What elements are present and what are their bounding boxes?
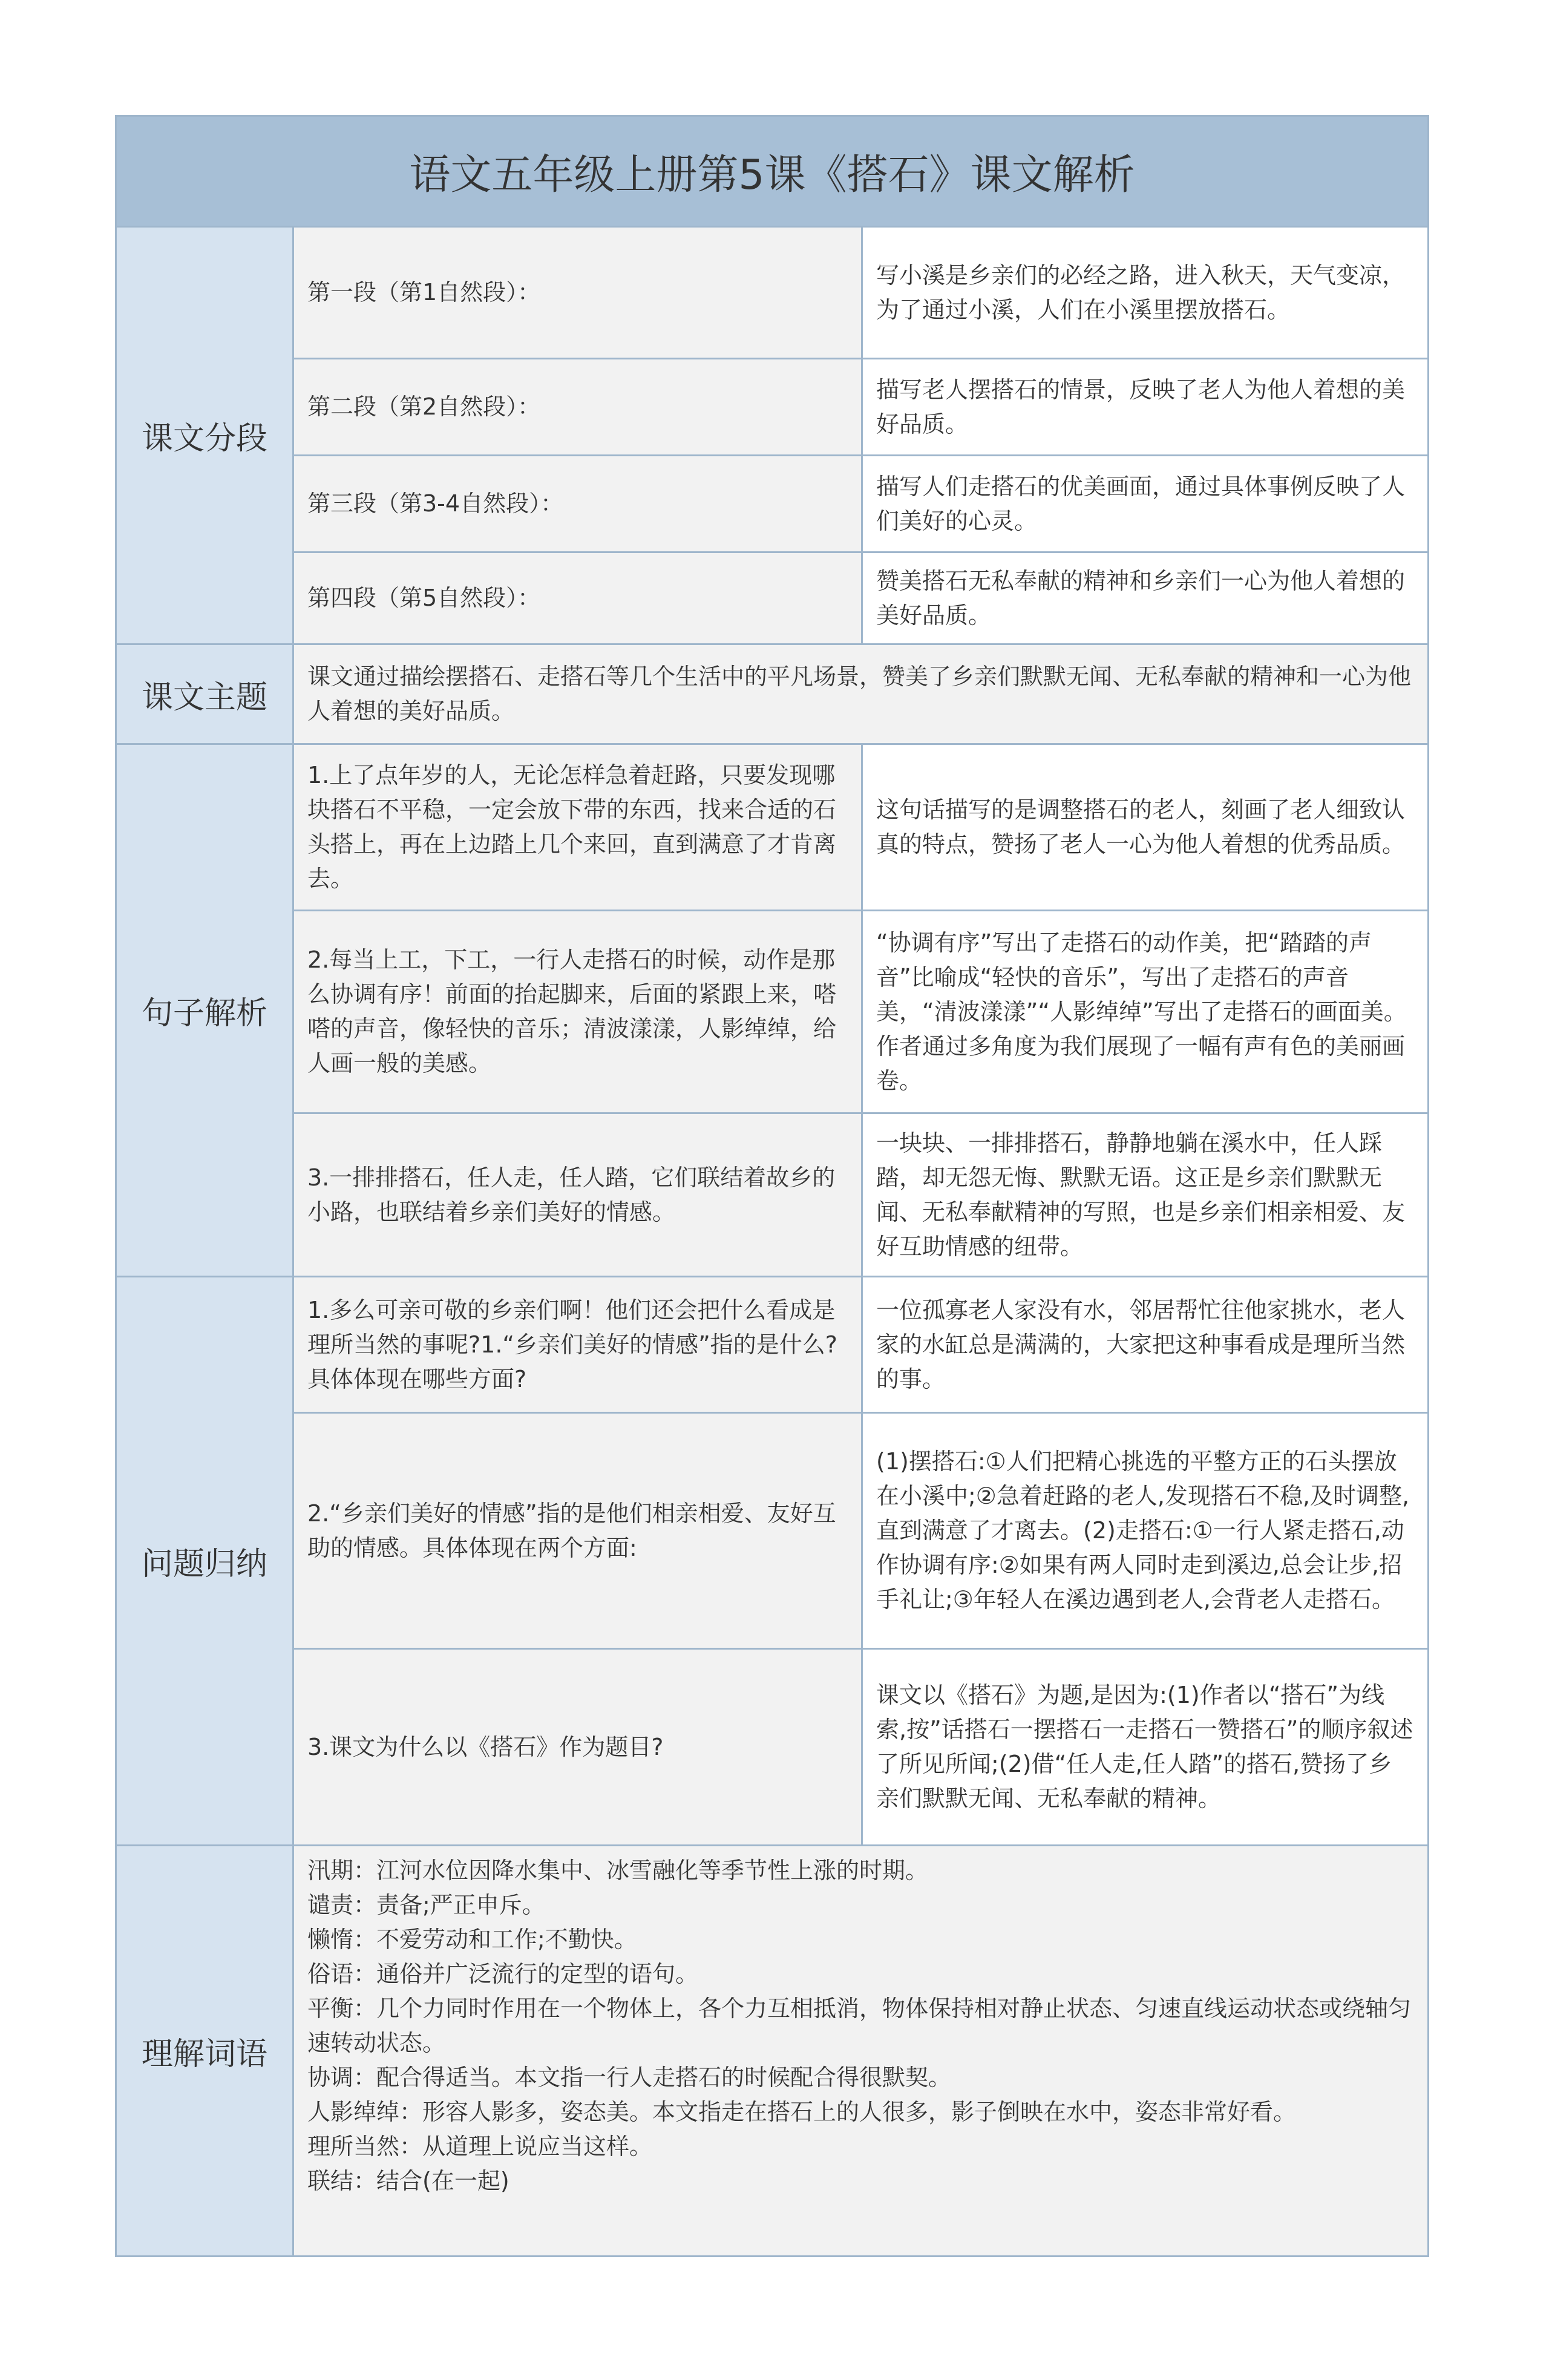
juzi-row-1-left: 1.上了点年岁的人，无论怎样急着赶路，只要发现哪块搭石不平稳，一定会放下带的东西，找来合适的石头搭上，再在上边踏上几个来回，直到满意了才肯离去。 (292, 743, 861, 910)
ciyu-line-4: 俗语：通俗并广泛流行的定型的语句。 (307, 1961, 699, 1987)
fenduan-row-2-left: 第二段（第2自然段）： (292, 358, 861, 454)
ciyu-line-2: 谴责：责备;严正申斥。 (307, 1892, 545, 1918)
fenduan-row-4-right: 赞美搭石无私奉献的精神和乡亲们一心为他人着想的美好品质。 (861, 551, 1427, 643)
zhuti-text: 课文通过描绘摆搭石、走搭石等几个生活中的平凡场景，赞美了乡亲们默默无闻、无私奉献的精神和一心为他人着想的美好品质。 (292, 643, 1427, 743)
fenduan-row-4-left: 第四段（第5自然段）： (292, 551, 861, 643)
ciyu-line-8: 理所当然：从道理上说应当这样。 (307, 2133, 653, 2160)
ciyu-line-6: 协调：配合得适当。本文指一行人走搭石的时候配合得很默契。 (307, 2064, 952, 2091)
section-label-zhuti: 课文主题 (117, 643, 292, 743)
ciyu-line-3: 懒惰：不爱劳动和工作;不勤快。 (307, 1926, 637, 1953)
ciyu-line-7: 人影绰绰：形容人影多，姿态美。本文指走在搭石上的人很多，影子倒映在水中，姿态非常好看。 (307, 2099, 1297, 2125)
page-title: 语文五年级上册第5课《搭石》课文解析 (117, 117, 1427, 226)
section-label-wenti: 问题归纳 (117, 1276, 292, 1844)
wenti-row-3-left: 3.课文为什么以《搭石》作为题目? (292, 1648, 861, 1844)
section-label-ciyu: 理解词语 (117, 1844, 292, 2255)
wenti-row-1-left: 1.多么可亲可敬的乡亲们啊！他们还会把什么看成是理所当然的事呢?1.“乡亲们美好的情感”指的是什么?具体体现在哪些方面? (292, 1276, 861, 1412)
fenduan-row-1-right: 写小溪是乡亲们的必经之路，进入秋天，天气变凉，为了通过小溪，人们在小溪里摆放搭石。 (861, 226, 1427, 358)
fenduan-row-1-left: 第一段（第1自然段）： (292, 226, 861, 358)
fenduan-row-3-left: 第三段（第3-4自然段）： (292, 454, 861, 551)
juzi-row-2-right: “协调有序”写出了走搭石的动作美，把“踏踏的声音”比喻成“轻快的音乐”，写出了走搭石的声音美，“清波漾漾”“人影绰绰”写出了走搭石的画面美。作者通过多角度为我们展现了一幅有声有色的美丽画卷。 (861, 910, 1427, 1112)
ciyu-list (292, 1844, 1427, 2255)
juzi-row-2-left: 2.每当上工，下工，一行人走搭石的时候，动作是那么协调有序！前面的抬起脚来，后面的紧跟上来，嗒嗒的声音，像轻快的音乐；清波漾漾，人影绰绰，给人画一般的美感。 (292, 910, 861, 1112)
section-label-juzi: 句子解析 (117, 743, 292, 1276)
fenduan-row-3-right: 描写人们走搭石的优美画面，通过具体事例反映了人们美好的心灵。 (861, 454, 1427, 551)
ciyu-line-1: 汛期：江河水位因降水集中、冰雪融化等季节性上涨的时期。 (307, 1857, 929, 1884)
wenti-row-3-right: 课文以《搭石》为题,是因为:(1)作者以“搭石”为线索,按”话搭石一摆搭石一走搭石一赞搭石”的顺序叙述了所见所闻;(2)借“任人走,任人踏”的搭石,赞扬了乡亲们默默无闻、无私奉献的精神。 (861, 1648, 1427, 1844)
wenti-row-2-right: (1)摆搭石:①人们把精心挑选的平整方正的石头摆放在小溪中;②急着赶路的老人,发现搭石不稳,及时调整,直到满意了才离去。(2)走搭石:①一行人紧走搭石,动作协调有序:②如果有两人同时走到溪边,总会让步,招手礼让;③年轻人在溪边遇到老人,会背老人走搭石。 (861, 1412, 1427, 1648)
juzi-row-3-right: 一块块、一排排搭石，静静地躺在溪水中，任人踩踏，却无怨无悔、默默无语。这正是乡亲们默默无闻、无私奉献精神的写照，也是乡亲们相亲相爱、友好互助情感的纽带。 (861, 1112, 1427, 1276)
ciyu-line-9: 联结：结合(在一起) (307, 2168, 509, 2194)
wenti-row-2-left: 2.“乡亲们美好的情感”指的是他们相亲相爱、友好互助的情感。具体体现在两个方面: (292, 1412, 861, 1648)
section-label-fenduan: 课文分段 (117, 226, 292, 643)
juzi-row-3-left: 3.一排排搭石，任人走，任人踏，它们联结着故乡的小路，也联结着乡亲们美好的情感。 (292, 1112, 861, 1276)
fenduan-row-2-right: 描写老人摆搭石的情景，反映了老人为他人着想的美好品质。 (861, 358, 1427, 454)
analysis-table (115, 115, 1429, 2257)
juzi-row-1-right: 这句话描写的是调整搭石的老人，刻画了老人细致认真的特点，赞扬了老人一心为他人着想的优秀品质。 (861, 743, 1427, 910)
wenti-row-1-right: 一位孤寡老人家没有水，邻居帮忙往他家挑水，老人家的水缸总是满满的，大家把这种事看成是理所当然的事。 (861, 1276, 1427, 1412)
ciyu-line-5: 平衡：几个力同时作用在一个物体上，各个力互相抵消，物体保持相对静止状态、匀速直线运动状态或绕轴匀速转动状态。 (307, 1995, 1412, 2056)
